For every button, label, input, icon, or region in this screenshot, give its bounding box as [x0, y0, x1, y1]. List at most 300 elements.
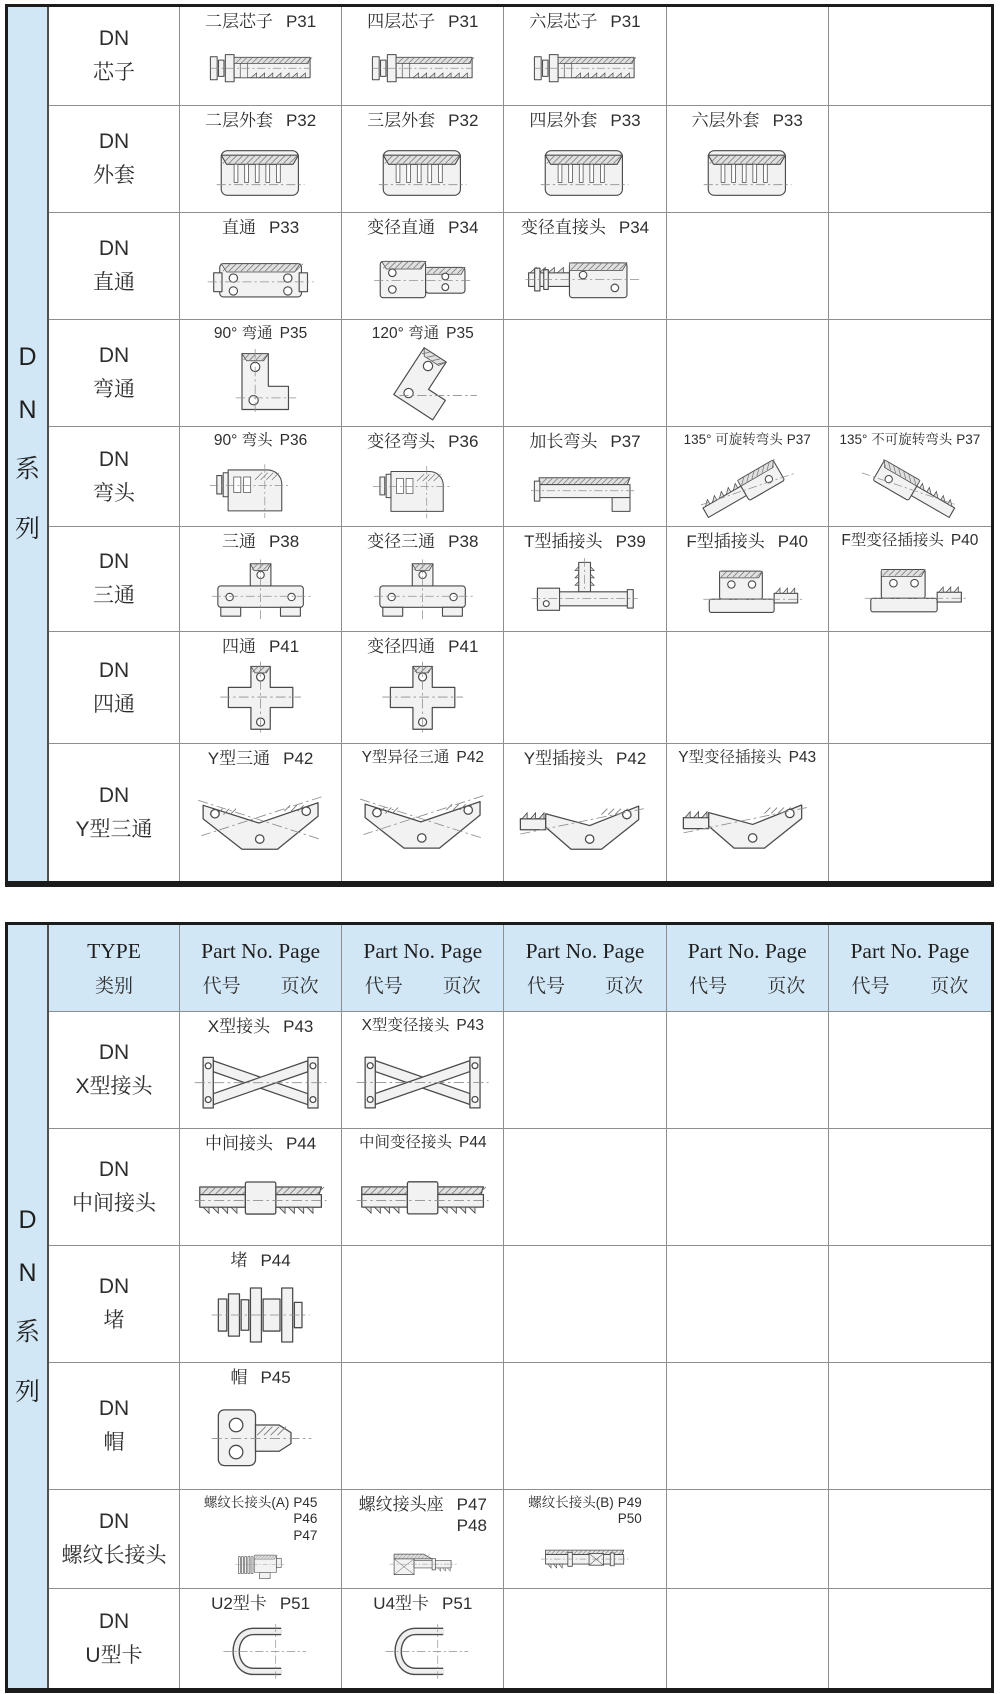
part-label: 135° 可旋转弯头 — [683, 432, 783, 447]
part-label: 六层芯子 — [529, 12, 598, 31]
part-title — [524, 749, 647, 770]
part-label: 六层外套 — [691, 111, 760, 130]
part-label: 堵 — [230, 1251, 248, 1270]
part-label: Y型插接头 — [523, 749, 604, 768]
part-cell — [504, 427, 666, 527]
part-title — [211, 1594, 310, 1615]
part-page-refs — [448, 218, 478, 239]
part-page-refs — [448, 637, 478, 658]
part-title — [529, 12, 640, 33]
part-page-ref: P42 — [616, 749, 647, 768]
type-header-cell — [49, 925, 180, 1012]
barbed-elbow-drawing — [344, 453, 501, 523]
f-plug-drawing — [669, 553, 826, 628]
part-page-refs — [610, 12, 640, 33]
part-no-page-header — [504, 925, 666, 1012]
part-page-refs — [616, 749, 646, 770]
part-no-page-label: Part No. Page — [201, 938, 320, 963]
part-title — [222, 637, 299, 658]
type-header-en: TYPE — [87, 938, 141, 963]
part-cell — [180, 7, 342, 106]
part-page-refs — [293, 1495, 317, 1544]
empty-cell — [829, 213, 991, 320]
sidebar-letter: D — [18, 343, 37, 371]
part-page-refs — [448, 111, 478, 132]
elbow-block-120-drawing — [344, 344, 501, 423]
part-label: 135° 不可旋转弯头 — [839, 432, 953, 447]
y-plug-drawing — [506, 770, 663, 878]
cap-nut-drawing — [182, 1389, 339, 1486]
part-cell — [667, 527, 829, 632]
part-page-ref: P33 — [610, 111, 641, 130]
part-page-ref: P42 — [283, 749, 314, 768]
elbow-135-swivel-drawing — [669, 448, 826, 523]
part-cell — [342, 1012, 504, 1129]
part-title — [367, 218, 478, 239]
part-title — [373, 1594, 472, 1615]
category-label: Y型三通 — [75, 817, 153, 841]
empty-cell — [667, 7, 829, 106]
empty-cell — [504, 632, 666, 744]
category-label: 螺纹长接头 — [61, 1544, 167, 1567]
part-title — [208, 1017, 314, 1038]
part-label: 螺纹长接头(B) — [528, 1495, 614, 1510]
part-cell — [180, 1589, 342, 1688]
code-page-labels — [852, 971, 969, 998]
part-page-refs — [269, 532, 299, 553]
part-title — [692, 111, 803, 132]
category-cell — [49, 632, 180, 744]
part-label: X型变径接头 — [361, 1017, 450, 1034]
dn-series-table-upper — [5, 4, 994, 887]
y-tee-drawing — [344, 768, 501, 878]
part-page-ref: P31 — [610, 12, 641, 31]
part-label: 变径直接头 — [520, 218, 606, 237]
empty-cell — [667, 1012, 829, 1129]
category-label: 弯通 — [93, 378, 135, 401]
tee-drawing — [182, 553, 339, 628]
part-title — [841, 532, 978, 551]
part-page-refs — [618, 1495, 642, 1528]
empty-cell — [829, 7, 991, 106]
sidebar-letter: N — [18, 396, 37, 424]
part-title — [686, 532, 808, 553]
sidebar-letter: D — [18, 1205, 37, 1234]
part-page-refs — [286, 111, 316, 132]
empty-cell — [667, 320, 829, 427]
empty-cell — [829, 106, 991, 213]
part-cell — [342, 632, 504, 744]
category-label: DN — [98, 27, 130, 51]
part-page-refs — [956, 432, 980, 448]
part-page-ref: P51 — [279, 1594, 311, 1613]
page-col-label: 页次 — [280, 975, 319, 997]
u-clip-drawing — [182, 1615, 339, 1685]
part-label: 四层芯子 — [367, 12, 436, 31]
part-title — [214, 432, 307, 451]
part-cell — [342, 744, 504, 881]
part-title — [359, 1495, 487, 1536]
page-col-label: 页次 — [767, 975, 806, 997]
empty-cell — [504, 1129, 666, 1246]
elbow-135-fixed-drawing — [831, 448, 989, 523]
sidebar-dn-series — [8, 925, 49, 1688]
part-title — [678, 749, 816, 768]
part-label: 螺纹长接头(A) — [203, 1495, 290, 1510]
part-title — [840, 432, 981, 448]
part-label: 二层芯子 — [204, 12, 273, 31]
part-page-ref: P45 — [293, 1495, 318, 1510]
category-label: DN — [98, 783, 130, 807]
hose-core-drawing — [182, 33, 339, 102]
part-page-refs — [448, 532, 478, 553]
part-cell — [342, 1490, 504, 1589]
part-page-ref: P40 — [950, 532, 979, 549]
y-tee-drawing — [182, 770, 339, 878]
sidebar-letter: N — [18, 1258, 37, 1287]
part-page-ref: P47 — [456, 1495, 487, 1514]
u-clip-drawing — [344, 1615, 501, 1685]
empty-cell — [342, 1246, 504, 1363]
part-cell — [342, 106, 504, 213]
threaded-long-a-drawing — [182, 1544, 339, 1585]
part-title — [529, 111, 640, 132]
part-page-ref: P32 — [285, 111, 317, 130]
empty-cell — [667, 213, 829, 320]
part-page-ref: P32 — [448, 111, 479, 130]
part-cell — [180, 1363, 342, 1490]
tee-plug-drawing — [506, 553, 663, 628]
category-label: 中间接头 — [72, 1192, 156, 1215]
category-cell — [49, 106, 180, 213]
part-cell — [504, 527, 666, 632]
part-title — [367, 111, 478, 132]
part-page-ref: P48 — [456, 1515, 487, 1535]
part-label: 中间变径接头 — [358, 1134, 452, 1151]
part-title — [205, 111, 316, 132]
category-cell — [49, 1246, 180, 1363]
sidebar-letter: 系 — [14, 1317, 40, 1346]
code-page-labels — [203, 971, 319, 998]
cross-drawing — [344, 658, 501, 740]
part-cell — [180, 527, 342, 632]
part-page-ref: P41 — [268, 637, 300, 656]
part-cell — [829, 427, 991, 527]
empty-cell — [504, 1589, 666, 1688]
empty-cell — [829, 320, 991, 427]
category-label: DN — [98, 1510, 130, 1534]
x-joint-drawing — [344, 1036, 501, 1125]
empty-cell — [829, 1363, 991, 1490]
part-title — [684, 432, 811, 448]
part-label: Y型三通 — [207, 749, 271, 768]
part-page-ref: P37 — [786, 432, 811, 447]
part-title — [367, 12, 478, 33]
empty-cell — [504, 1012, 666, 1129]
part-cell — [504, 744, 666, 881]
code-page-labels — [689, 971, 805, 998]
empty-cell — [667, 1363, 829, 1490]
part-page-ref: P44 — [459, 1134, 487, 1151]
part-cell — [342, 527, 504, 632]
part-title — [205, 12, 316, 33]
part-title — [367, 432, 478, 453]
part-cell — [180, 106, 342, 213]
part-title — [521, 218, 649, 239]
sidebar-letter: 列 — [14, 515, 40, 543]
part-cell — [180, 1129, 342, 1246]
part-cell — [342, 7, 504, 106]
part-page-ref: P35 — [446, 325, 474, 342]
part-page-refs — [280, 325, 308, 344]
hose-core-drawing — [506, 33, 663, 102]
part-cell — [504, 7, 666, 106]
part-page-ref: P39 — [615, 532, 646, 551]
part-page-refs — [789, 749, 817, 768]
part-page-refs — [286, 12, 316, 33]
part-page-ref: P34 — [448, 218, 479, 237]
part-label: 变径四通 — [367, 637, 436, 656]
part-title — [205, 1134, 316, 1155]
part-title — [230, 1251, 290, 1272]
part-page-refs — [442, 1594, 472, 1615]
part-page-refs — [269, 637, 299, 658]
page-col-label: 页次 — [930, 975, 969, 997]
plug-spool-drawing — [182, 1272, 339, 1359]
part-label: U4型卡 — [373, 1594, 430, 1613]
part-label: 三通 — [221, 532, 256, 551]
part-page-ref: P44 — [285, 1134, 317, 1153]
part-page-ref: P49 — [617, 1495, 642, 1510]
part-page-ref: P43 — [788, 749, 817, 766]
part-title — [222, 532, 299, 553]
type-header-cn-label: 类别 — [94, 975, 133, 997]
code-label: 代号 — [689, 975, 728, 997]
f-plug-drawing — [831, 551, 989, 628]
part-cell — [667, 427, 829, 527]
category-label: 外套 — [93, 164, 135, 187]
part-page-refs — [456, 749, 484, 768]
cross-drawing — [182, 658, 339, 740]
part-no-page-header — [829, 925, 991, 1012]
part-page-ref: P51 — [442, 1594, 473, 1613]
part-page-ref: P38 — [448, 532, 479, 551]
part-label: 帽 — [230, 1368, 248, 1387]
part-page-ref: P41 — [448, 637, 479, 656]
part-label: Y型变径插接头 — [678, 749, 782, 766]
category-cell — [49, 744, 180, 881]
code-page-labels — [365, 971, 481, 998]
part-cell — [829, 527, 991, 632]
category-label: U型卡 — [85, 1643, 143, 1667]
part-label: 加长弯头 — [529, 432, 598, 451]
part-page-refs — [446, 325, 474, 344]
category-label: DN — [98, 1609, 130, 1633]
part-title — [230, 1368, 290, 1389]
part-label: 直通 — [221, 218, 256, 237]
part-no-page-header — [667, 925, 829, 1012]
part-page-ref: P37 — [610, 432, 641, 451]
part-page-ref: P43 — [283, 1017, 314, 1036]
part-title — [529, 432, 640, 453]
empty-cell — [829, 1589, 991, 1688]
part-page-refs — [773, 111, 803, 132]
part-title — [362, 749, 484, 768]
empty-cell — [829, 1012, 991, 1129]
part-page-refs — [260, 1251, 290, 1272]
empty-cell — [829, 1490, 991, 1589]
part-page-ref: P37 — [956, 432, 981, 447]
part-label: T型插接头 — [524, 532, 603, 551]
part-page-refs — [456, 1017, 484, 1036]
part-page-ref: P31 — [285, 12, 317, 31]
part-no-page-label: Part No. Page — [363, 938, 483, 963]
part-page-refs — [619, 218, 649, 239]
empty-cell — [829, 1129, 991, 1246]
part-title — [359, 1134, 487, 1153]
part-no-page-label: Part No. Page — [850, 938, 970, 963]
sidebar-letter: 系 — [14, 455, 40, 483]
category-label: DN — [98, 447, 130, 471]
threaded-long-b-drawing — [506, 1528, 663, 1585]
part-cell — [342, 1589, 504, 1688]
ferrule-sleeve-drawing — [182, 132, 339, 209]
ferrule-sleeve-drawing — [506, 132, 663, 209]
part-label: 二层外套 — [204, 111, 273, 130]
page-col-label: 页次 — [605, 975, 644, 997]
part-cell — [180, 632, 342, 744]
category-label: DN — [98, 1397, 130, 1421]
sidebar-dn-series — [8, 7, 49, 881]
part-label: F型插接头 — [686, 532, 765, 551]
part-page-ref: P34 — [618, 218, 650, 237]
hose-core-drawing — [344, 33, 501, 102]
part-label: 四通 — [221, 637, 256, 656]
part-label: 三层外套 — [367, 111, 436, 130]
category-label: 弯头 — [93, 481, 135, 505]
part-label: 90° 弯头 — [213, 432, 273, 449]
category-label: DN — [98, 550, 130, 574]
category-label: DN — [98, 1158, 130, 1182]
part-page-refs — [610, 432, 640, 453]
elbow-block-90-drawing — [182, 344, 339, 423]
empty-cell — [342, 1363, 504, 1490]
part-page-refs — [787, 432, 811, 448]
part-title — [222, 218, 299, 239]
empty-cell — [829, 1246, 991, 1363]
part-page-refs — [280, 432, 308, 451]
part-page-ref: P36 — [279, 432, 308, 449]
category-cell — [49, 1012, 180, 1129]
part-page-refs — [283, 749, 313, 770]
part-cell — [667, 106, 829, 213]
category-cell — [49, 320, 180, 427]
part-page-refs — [616, 532, 646, 553]
middle-coupler-drawing — [344, 1153, 501, 1242]
part-page-refs — [280, 1594, 310, 1615]
category-cell — [49, 1490, 180, 1589]
part-page-ref: P40 — [777, 532, 809, 551]
part-no-page-header — [342, 925, 504, 1012]
part-cell — [342, 213, 504, 320]
straight-union-drawing — [182, 239, 339, 316]
part-page-refs — [283, 1017, 313, 1038]
empty-cell — [829, 632, 991, 744]
empty-cell — [504, 1363, 666, 1490]
part-page-ref: P46 — [293, 1511, 318, 1527]
code-page-labels — [527, 971, 643, 998]
part-label: Y型异径三通 — [361, 749, 450, 766]
part-page-refs — [457, 1495, 487, 1536]
sidebar-letter: 列 — [14, 1377, 40, 1406]
part-page-refs — [778, 532, 808, 553]
part-no-page-label: Part No. Page — [525, 938, 645, 963]
category-cell — [49, 1363, 180, 1490]
part-label: 变径弯头 — [367, 432, 436, 451]
part-label: 螺纹接头座 — [358, 1495, 444, 1514]
part-page-refs — [951, 532, 979, 551]
part-label: 中间接头 — [204, 1134, 273, 1153]
part-cell — [342, 427, 504, 527]
part-title — [372, 325, 474, 344]
category-label: 四通 — [93, 692, 135, 716]
category-label: 堵 — [103, 1309, 125, 1332]
y-plug-drawing — [669, 768, 826, 878]
part-page-ref: P31 — [448, 12, 479, 31]
reducing-straight-adapter-drawing — [506, 239, 663, 316]
part-page-ref: P33 — [268, 218, 300, 237]
part-title — [528, 1495, 642, 1528]
part-label: 四层外套 — [529, 111, 598, 130]
part-title — [362, 1017, 484, 1036]
part-title — [524, 532, 646, 553]
empty-cell — [667, 1246, 829, 1363]
part-page-ref: P36 — [448, 432, 479, 451]
empty-cell — [667, 1589, 829, 1688]
part-page-ref: P44 — [260, 1251, 291, 1270]
part-page-refs — [610, 111, 640, 132]
category-cell — [49, 527, 180, 632]
part-cell — [180, 1246, 342, 1363]
empty-cell — [667, 1490, 829, 1589]
part-title — [367, 637, 478, 658]
part-label: 变径三通 — [367, 532, 436, 551]
code-label: 代号 — [202, 975, 241, 997]
tee-drawing — [344, 553, 501, 628]
part-cell — [342, 320, 504, 427]
part-title — [208, 749, 314, 770]
part-title — [214, 325, 307, 344]
part-title — [367, 532, 478, 553]
dn-series-table-lower — [5, 922, 994, 1693]
part-page-refs — [269, 218, 299, 239]
part-page-refs — [448, 432, 478, 453]
category-cell — [49, 1589, 180, 1688]
part-cell — [180, 744, 342, 881]
part-no-page-header — [180, 925, 342, 1012]
part-cell — [667, 744, 829, 881]
part-page-ref: P47 — [293, 1527, 318, 1543]
part-page-ref: P50 — [617, 1511, 642, 1527]
category-label: DN — [98, 130, 130, 154]
part-no-page-label: Part No. Page — [687, 938, 807, 963]
empty-cell — [504, 320, 666, 427]
part-label: X型接头 — [207, 1017, 271, 1036]
part-page-refs — [448, 12, 478, 33]
category-label: 芯子 — [93, 61, 135, 84]
part-cell — [504, 213, 666, 320]
part-cell — [180, 320, 342, 427]
